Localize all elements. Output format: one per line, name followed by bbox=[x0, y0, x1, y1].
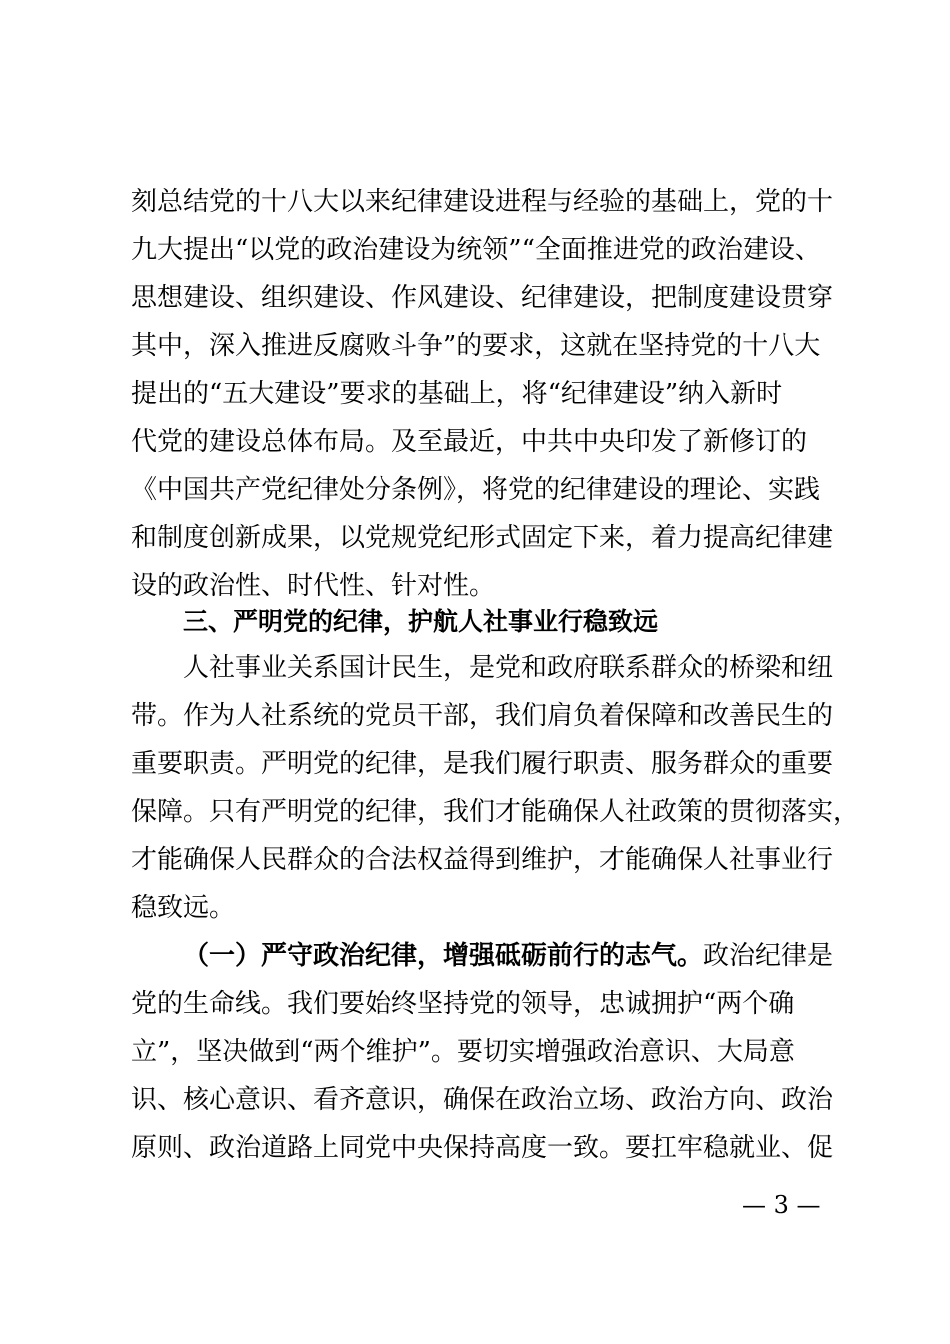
body-text-line: 代党的建设总体布局。及至最近，中共中央印发了新修订的 bbox=[131, 427, 808, 457]
body-text-line: 原则、政治道路上同党中央保持高度一致。要扛牢稳就业、促 bbox=[131, 1133, 834, 1163]
body-text-line: 稳致远。 bbox=[131, 893, 236, 923]
body-text-line: 保障。只有严明党的纪律，我们才能确保人社政策的贯彻落实， bbox=[131, 797, 860, 827]
body-text-line: 立”，坚决做到“两个维护”。要切实增强政治意识、大局意 bbox=[131, 1037, 795, 1067]
page-number: — 3 — bbox=[742, 1191, 821, 1219]
body-text-line: 重要职责。严明党的纪律，是我们履行职责、服务群众的重要 bbox=[131, 749, 834, 779]
body-text-line: 人社事业关系国计民生，是党和政府联系群众的桥梁和纽 bbox=[183, 653, 834, 683]
body-text-line: 党的生命线。我们要始终坚持党的领导，忠诚拥护“两个确 bbox=[131, 989, 795, 1019]
body-text-line: 才能确保人民群众的合法权益得到维护，才能确保人社事业行 bbox=[131, 845, 834, 875]
point-one-first-line: 政治纪律是 bbox=[703, 941, 834, 971]
body-text-line: 《中国共产党纪律处分条例》，将党的纪律建设的理论、实践 bbox=[131, 475, 821, 505]
body-text-line: 刻总结党的十八大以来纪律建设进程与经验的基础上，党的十 bbox=[131, 187, 834, 217]
body-text-line: 和制度创新成果，以党规党纪形式固定下来，着力提高纪律建 bbox=[131, 523, 834, 553]
body-text-line: 带。作为人社系统的党员干部，我们肩负着保障和改善民生的 bbox=[131, 701, 834, 731]
body-text-line: 九大提出“以党的政治建设为统领”“全面推进党的政治建设、 bbox=[131, 235, 821, 265]
body-text-line bbox=[183, 938, 883, 974]
body-text-line: 提出的“五大建设”要求的基础上，将“纪律建设”纳入新时 bbox=[131, 379, 783, 409]
body-text-line: 设的政治性、时代性、针对性。 bbox=[131, 571, 496, 601]
body-text-line: 思想建设、组织建设、作风建设、纪律建设，把制度建设贯穿 bbox=[131, 283, 834, 313]
body-text-line: 识、核心意识、看齐意识，确保在政治立场、政治方向、政治 bbox=[131, 1085, 834, 1115]
point-one-lead: （一）严守政治纪律，增强砥砺前行的志气。 bbox=[183, 941, 704, 971]
section-heading: 三、严明党的纪律，护航人社事业行稳致远 bbox=[183, 607, 659, 636]
body-text-line: 其中，深入推进反腐败斗争”的要求，这就在坚持党的十八大 bbox=[131, 331, 821, 361]
